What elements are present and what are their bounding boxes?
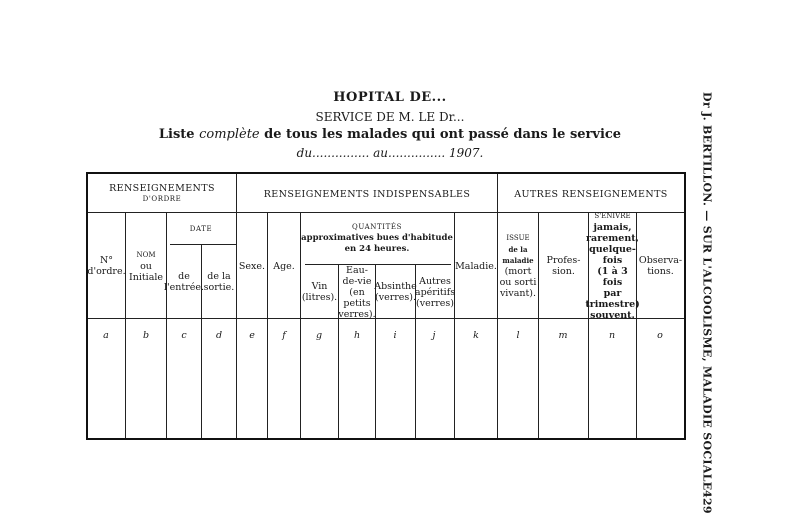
column-letter: f [282,329,286,341]
col-heading-line: vivant). [499,288,537,299]
col-vin [301,266,338,318]
page-number: 429 [700,490,714,514]
running-head [698,92,716,514]
col-heading-line: verres). [338,308,376,320]
col-sexe: Sexe. [238,260,266,272]
date-heading: DATE [189,224,213,233]
col-heading-line: fois [602,255,623,266]
column-letter: o [657,329,663,341]
column-letter: i [393,329,397,341]
group-indispensables: RENSEIGNEMENTS INDISPENSABLES [263,188,471,200]
column-letter: m [558,329,568,341]
col-heading-line: (verres) [416,297,454,309]
col-heading-line: Initiale [128,271,164,283]
col-heading-line: (mort [504,266,532,277]
col-heading-line: (litres). [301,292,338,303]
col-nom [126,214,166,318]
col-heading-line: de-vie [342,275,372,287]
group-ordre: RENSEIGNEMENTS D'ORDRE [109,183,215,203]
column-letter: n [608,329,616,341]
date-brace [170,244,236,245]
col-profession [539,214,588,318]
quantities-heading: QUANTITÉS approximatives bues d'habitude en 24 heures. [301,222,453,254]
col-heading-line: Autres [419,275,451,287]
col-heading-line: de la [508,245,528,254]
date-range-line: du............... au............... 1907. [296,146,484,160]
col-heading-line: Profes- [546,255,581,266]
register-table [86,172,686,440]
col-heading-line: ISSUE [506,234,530,242]
col-maladie: Maladie. [455,260,497,272]
col-heading-line: maladie [502,256,534,265]
col-heading-line: Vin [311,281,328,292]
col-heading-line: trimestre) [585,299,640,310]
column-letter: k [473,329,479,341]
col-heading-line: jamais, [593,222,632,233]
column-letter: e [249,329,255,341]
col-heading-line: souvent. [590,310,635,321]
col-eau-de-vie [339,266,375,318]
group-autres: AUTRES RENSEIGNEMENTS [514,188,668,200]
col-heading-line: ou sorti [499,277,537,288]
running-head-text: Dr J. BERTILLON. — SUR L'ALCOOLISME, MALADIE SOCIALE [700,92,714,491]
column-letter: b [142,329,150,341]
col-heading-line: sortie. [203,282,235,293]
page-title: HOPITAL DE... [333,90,447,105]
col-sortie [202,246,236,318]
col-heading-line: d'ordre. [87,266,126,277]
col-heading-line: l'entrée. [164,282,205,293]
col-age: Age. [273,260,295,272]
col-heading-line: de la [207,271,231,282]
col-heading-line: rarement, [586,233,639,244]
col-enivre [585,212,640,321]
col-heading-line: ou [140,260,152,272]
col-autres-aperitifs [416,266,454,318]
col-numero [88,214,125,318]
column-letter: g [315,329,323,341]
col-heading-line: apéritifs [414,286,456,298]
col-heading-line: S'ENIVRE [594,212,631,220]
col-observations [637,214,684,318]
col-entree [164,246,205,318]
service-line: SERVICE DE M. LE Dr... [315,110,465,124]
col-absinthe [376,266,415,318]
col-heading-line: N° [99,255,114,266]
col-heading-line: NOM [136,250,156,259]
col-heading-line: Absinthe [374,281,417,292]
col-heading-line: quelque- [589,244,636,255]
col-heading-line: petits [343,297,371,309]
list-heading: Liste complète de tous les malades qui ont passé dans le service [158,127,622,142]
col-heading-line: Observa- [638,255,683,266]
column-letter: j [432,329,436,341]
column-letter: a [103,329,109,341]
col-heading-line: par [603,288,622,299]
col-heading-line: de [178,271,190,282]
column-letter: c [181,329,187,341]
col-heading-line: (verres). [375,292,417,303]
column-letter: h [353,329,361,341]
col-heading-line: (1 à 3 fois [597,266,628,288]
column-letter: l [516,329,520,341]
quantities-brace [305,264,451,265]
col-issue [498,214,538,318]
column-letter: d [215,329,223,341]
col-heading-line: Eau- [346,264,368,276]
col-heading-line: sion. [552,266,575,277]
col-heading-line: tions. [647,266,674,277]
col-heading-line: (en [349,286,365,298]
